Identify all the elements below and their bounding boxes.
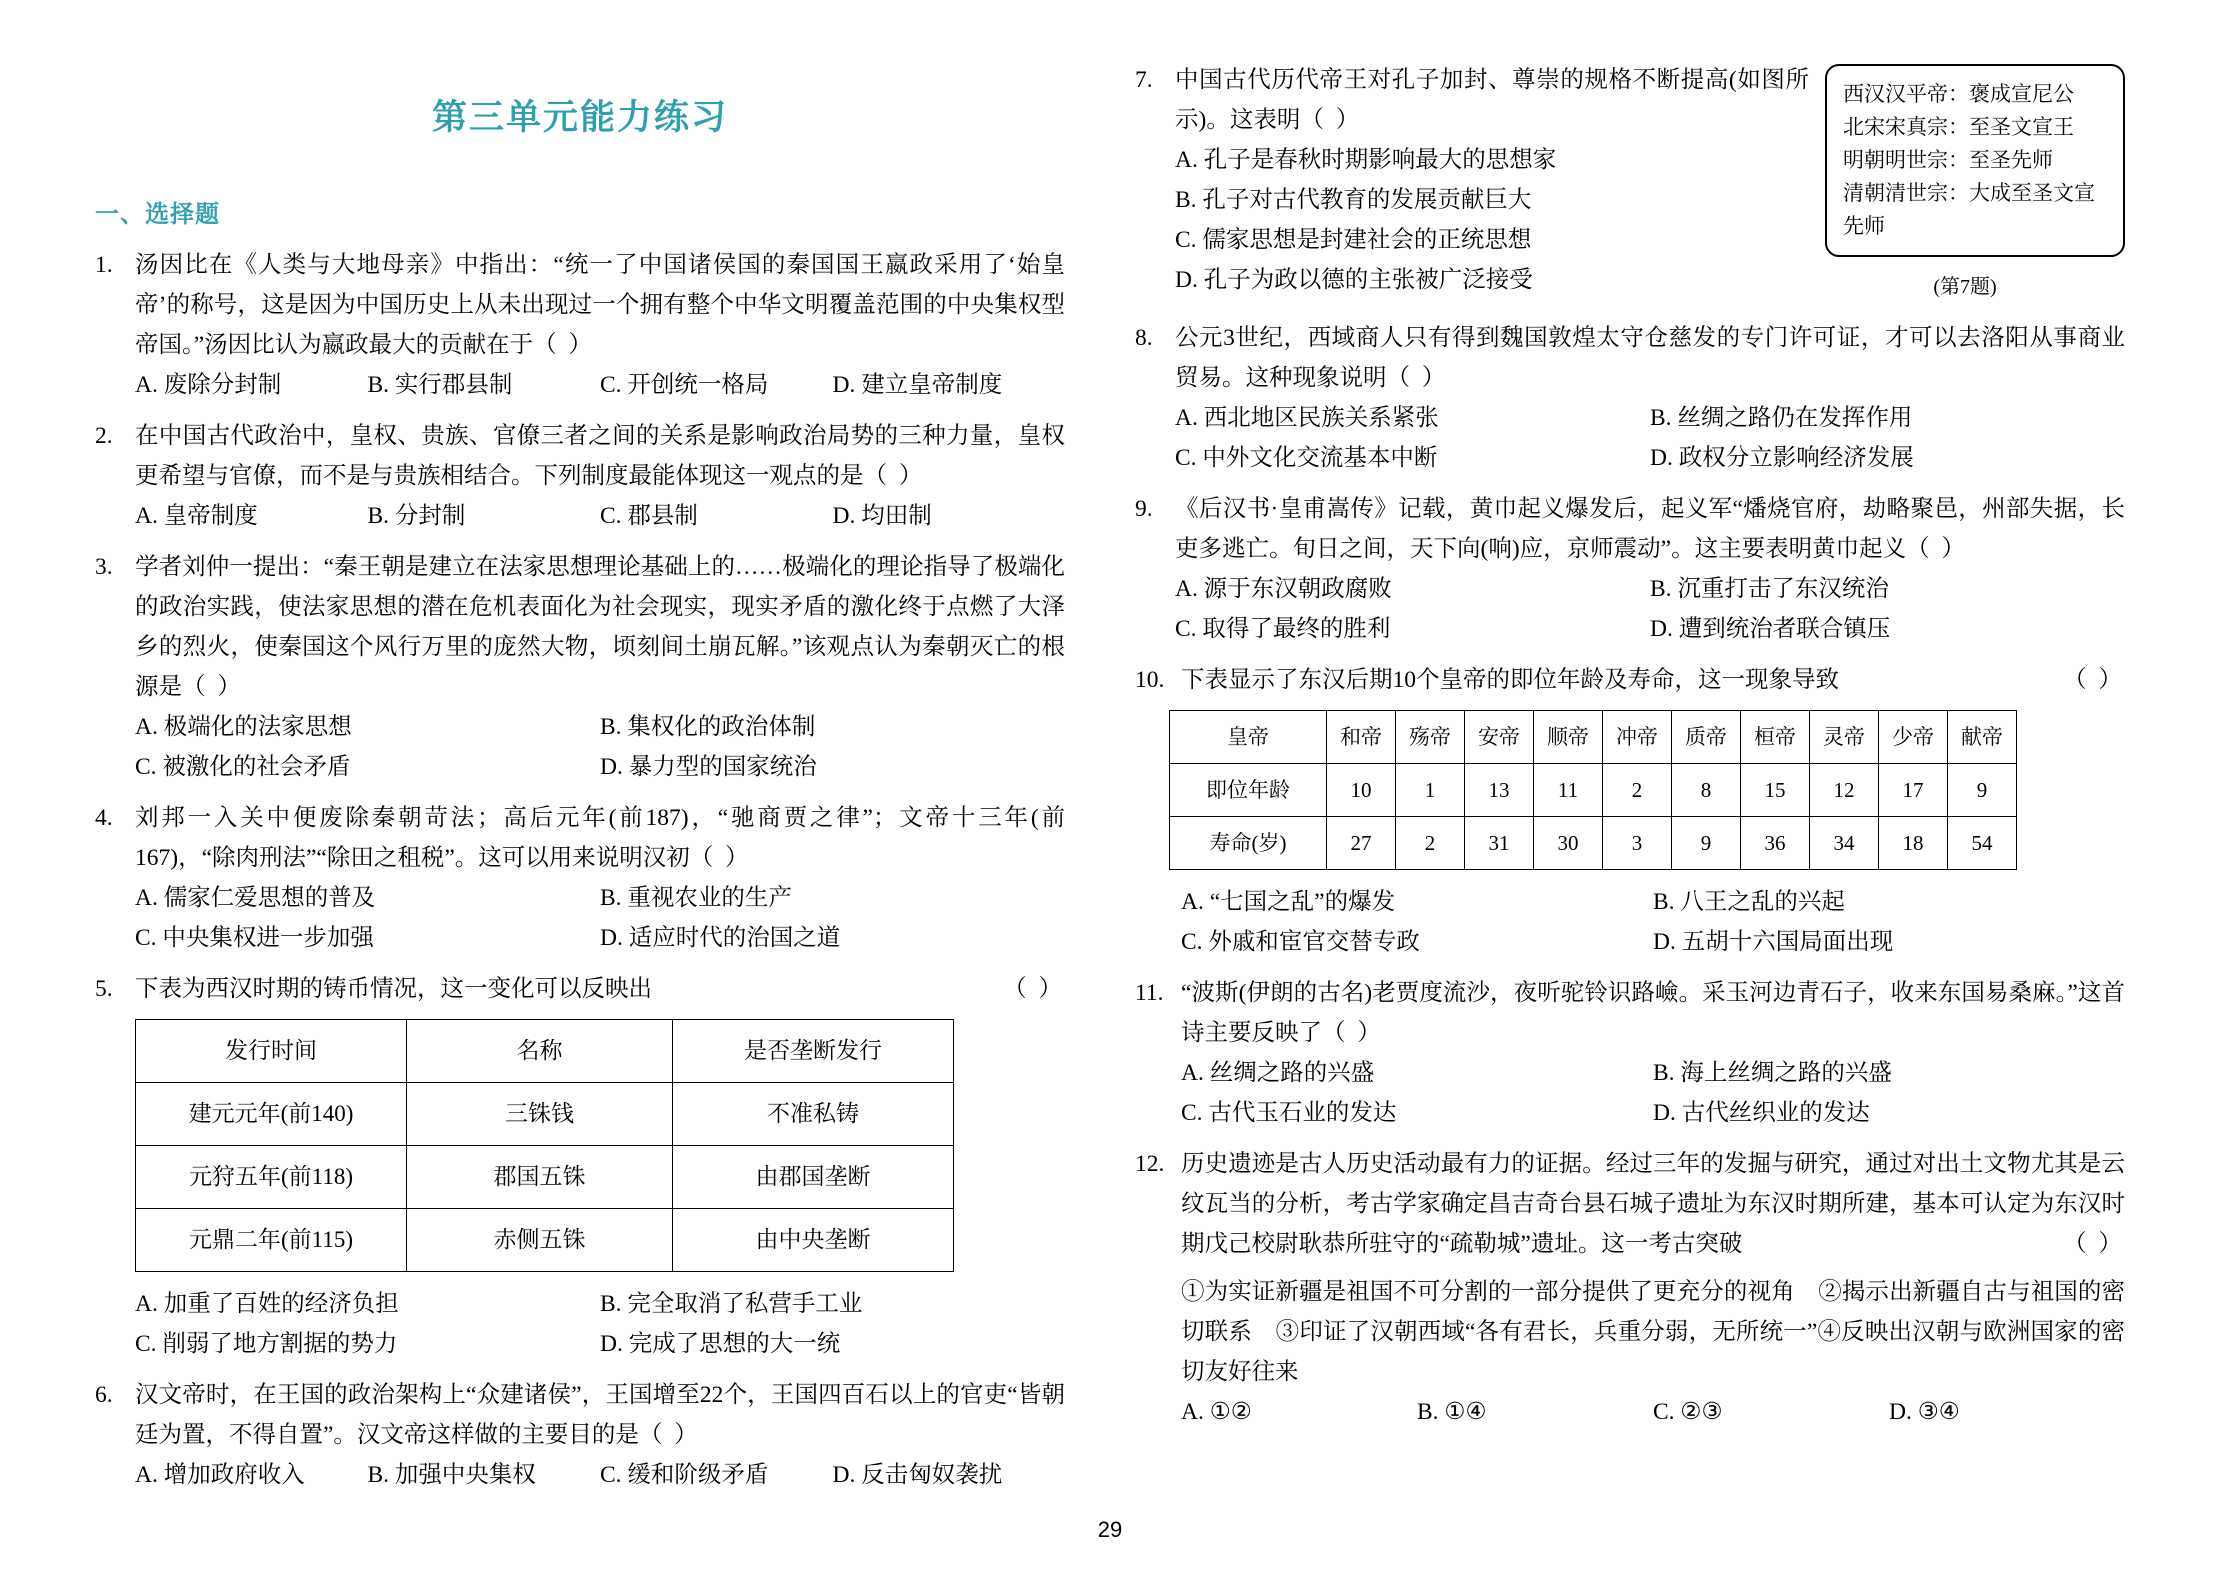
option-a[interactable]: A. ①② xyxy=(1181,1399,1252,1425)
question-text: 下表为西汉时期的铸币情况，这一变化可以反映出 （ ） xyxy=(135,969,1065,1009)
option-d[interactable]: D. 遭到统治者联合镇压 xyxy=(1650,616,1891,642)
row-label-emperor: 皇帝 xyxy=(1170,711,1327,764)
option-c[interactable]: C. 取得了最终的胜利 xyxy=(1175,616,1391,642)
answer-blank[interactable]: （ ） xyxy=(2063,667,2125,693)
option-d[interactable]: D. 均田制 xyxy=(832,503,932,529)
confucius-titles-figure xyxy=(1825,64,2125,257)
question-number: 6. xyxy=(95,1382,113,1408)
column-header-name: 名称 xyxy=(407,1020,673,1083)
option-d[interactable]: D. 古代丝织业的发达 xyxy=(1653,1100,1870,1126)
cell: 建元元年(前140) xyxy=(136,1083,407,1146)
figure-line: 明朝明世宗：至圣先师 xyxy=(1843,148,2053,172)
answer-blank[interactable]: （ ） xyxy=(1386,365,1449,391)
question-text: 刘邦一入关中便废除秦朝苛法；高后元年(前187)，“驰商贾之律”；文帝十三年(前167)，“除肉刑法”“除田之租税”。这可以用来说明汉初（ ） xyxy=(135,805,1065,871)
answer-blank[interactable]: （ ） xyxy=(2063,1231,2125,1257)
cell: 12 xyxy=(1810,764,1879,817)
option-c[interactable]: C. 郡县制 xyxy=(600,503,698,529)
question-number: 3. xyxy=(95,554,113,580)
option-c[interactable]: C. 古代玉石业的发达 xyxy=(1181,1100,1397,1126)
section-heading: 一、选择题 xyxy=(95,202,220,228)
cell: 献帝 xyxy=(1948,711,2017,764)
cell: 三铢钱 xyxy=(407,1083,673,1146)
option-c[interactable]: C. 被激化的社会矛盾 xyxy=(135,754,351,780)
cell: 36 xyxy=(1741,817,1810,870)
cell: 顺帝 xyxy=(1534,711,1603,764)
cell: 11 xyxy=(1534,764,1603,817)
option-a[interactable]: A. 西北地区民族关系紧张 xyxy=(1175,405,1439,431)
option-b[interactable]: B. 完全取消了私营手工业 xyxy=(600,1291,863,1317)
option-b[interactable]: B. 海上丝绸之路的兴盛 xyxy=(1653,1060,1892,1086)
option-a[interactable]: A. 加重了百姓的经济负担 xyxy=(135,1291,399,1317)
option-d[interactable]: D. 建立皇帝制度 xyxy=(832,372,1003,398)
cell: 30 xyxy=(1534,817,1603,870)
option-b[interactable]: B. 沉重打击了东汉统治 xyxy=(1650,576,1889,602)
cell: 9 xyxy=(1948,764,2017,817)
cell: 3 xyxy=(1603,817,1672,870)
cell: 13 xyxy=(1465,764,1534,817)
answer-blank[interactable]: （ ） xyxy=(638,1422,701,1448)
cell: 和帝 xyxy=(1327,711,1396,764)
cell: 不准私铸 xyxy=(673,1083,954,1146)
table-header-row xyxy=(136,1020,954,1083)
table-row xyxy=(136,1209,954,1272)
table-row xyxy=(136,1146,954,1209)
cell: 殇帝 xyxy=(1396,711,1465,764)
option-d[interactable]: D. 反击匈奴袭扰 xyxy=(832,1462,1003,1488)
option-a[interactable]: A. 儒家仁爱思想的普及 xyxy=(135,885,376,911)
question-2 xyxy=(95,416,1065,536)
option-a[interactable]: A. 孔子是春秋时期影响最大的思想家 xyxy=(1175,147,1557,173)
option-c[interactable]: C. 开创统一格局 xyxy=(600,372,769,398)
option-c[interactable]: C. 中央集权进一步加强 xyxy=(135,925,374,951)
question-number: 7. xyxy=(1135,67,1153,93)
question-7 xyxy=(1135,60,2125,307)
cell: 冲帝 xyxy=(1603,711,1672,764)
option-c[interactable]: C. 中外文化交流基本中断 xyxy=(1175,445,1438,471)
answer-blank[interactable]: （ ） xyxy=(1322,1020,1384,1046)
option-d[interactable]: D. 暴力型的国家统治 xyxy=(600,754,817,780)
cell: 34 xyxy=(1810,817,1879,870)
question-number: 11. xyxy=(1135,980,1164,1006)
question-text: 汤因比在《人类与大地母亲》中指出：“统一了中国诸侯国的秦国国王嬴政采用了‘始皇帝’的称号，这是因为中国历史上从未出现过一个拥有整个中华文明覆盖范围的中央集权型帝国。”汤因比认为嬴政最大的贡献在于（ ） xyxy=(135,252,1065,358)
cell: 18 xyxy=(1879,817,1948,870)
row-label-lifespan: 寿命(岁) xyxy=(1170,817,1327,870)
option-a[interactable]: A. “七国之乱”的爆发 xyxy=(1181,889,1396,915)
figure-caption: (第7题) xyxy=(1933,276,1997,298)
cell: 10 xyxy=(1327,764,1396,817)
answer-blank[interactable]: （ ） xyxy=(182,674,244,700)
question-number: 4. xyxy=(95,805,113,831)
question-6 xyxy=(95,1375,1065,1495)
question-11 xyxy=(1135,973,2125,1133)
answer-blank[interactable]: （ ） xyxy=(689,845,752,871)
question-9 xyxy=(1135,489,2125,649)
question-text: “波斯(伊朗的古名)老贾度流沙，夜听驼铃识路嶮。采玉河边青石子，收来东国易桑麻。”这首诗主要反映了（ ） xyxy=(1181,980,2125,1046)
right-column xyxy=(1105,60,2125,1490)
cell: 灵帝 xyxy=(1810,711,1879,764)
answer-blank[interactable]: （ ） xyxy=(533,332,596,358)
option-c[interactable]: C. 缓和阶级矛盾 xyxy=(600,1462,769,1488)
cell: 8 xyxy=(1672,764,1741,817)
question-1 xyxy=(95,245,1065,405)
column-header-monopoly: 是否垄断发行 xyxy=(673,1020,954,1083)
cell: 2 xyxy=(1396,817,1465,870)
option-d[interactable]: D. 适应时代的治国之道 xyxy=(600,925,841,951)
cell: 由郡国垄断 xyxy=(673,1146,954,1209)
cell: 赤侧五铢 xyxy=(407,1209,673,1272)
cell: 郡国五铢 xyxy=(407,1146,673,1209)
table-row xyxy=(136,1083,954,1146)
page-number: 29 xyxy=(1097,1517,1123,1542)
emperor-age-table xyxy=(1169,710,2017,870)
question-8 xyxy=(1135,318,2125,478)
question-number: 12. xyxy=(1135,1151,1165,1177)
answer-blank[interactable]: （ ） xyxy=(863,463,926,489)
cell: 安帝 xyxy=(1465,711,1534,764)
question-12 xyxy=(1135,1144,2125,1432)
question-4 xyxy=(95,798,1065,958)
question-5 xyxy=(95,969,1065,1364)
cell: 31 xyxy=(1465,817,1534,870)
cell: 15 xyxy=(1741,764,1810,817)
option-a[interactable]: A. 极端化的法家思想 xyxy=(135,714,352,740)
option-d[interactable]: D. 五胡十六国局面出现 xyxy=(1653,929,1894,955)
cell: 54 xyxy=(1948,817,2017,870)
question-text: 在中国古代政治中，皇权、贵族、官僚三者之间的关系是影响政治局势的三种力量，皇权更希望与官僚，而不是与贵族相结合。下列制度最能体现这一观点的是（ ） xyxy=(135,423,1065,489)
question-10 xyxy=(1135,660,2125,962)
option-b[interactable]: B. 孔子对古代教育的发展贡献巨大 xyxy=(1175,187,1532,213)
option-a[interactable]: A. 源于东汉朝政腐败 xyxy=(1175,576,1392,602)
question-text: 《后汉书·皇甫嵩传》记载，黄巾起义爆发后，起义军“燔烧官府，劫略聚邑，州部失据，长吏多逃亡。旬日之间，天下向(响)应，京师震动”。这主要表明黄巾起义（ ） xyxy=(1175,496,2125,562)
question-text: 学者刘仲一提出：“秦王朝是建立在法家思想理论基础上的……极端化的理论指导了极端化的政治实践，使法家思想的潜在危机表面化为社会现实，现实矛盾的激化终于点燃了大泽乡的烈火，使秦国这个风行万里的庞然大物，顷刻间土崩瓦解。”该观点认为秦朝灭亡的根源是（ ） xyxy=(135,554,1065,700)
answer-blank[interactable]: （ ） xyxy=(1906,536,1968,562)
coin-issue-table xyxy=(135,1019,954,1272)
cell: 元鼎二年(前115) xyxy=(136,1209,407,1272)
cell: 质帝 xyxy=(1672,711,1741,764)
table-row xyxy=(1170,817,2017,870)
cell: 由中央垄断 xyxy=(673,1209,954,1272)
answer-blank[interactable]: （ ） xyxy=(1300,107,1363,133)
question-number: 10. xyxy=(1135,667,1165,693)
left-column xyxy=(95,60,1105,1490)
option-a[interactable]: A. 丝绸之路的兴盛 xyxy=(1181,1060,1375,1086)
question-text: 历史遗迹是古人历史活动最有力的证据。经过三年的发掘与研究，通过对出土文物尤其是云纹瓦当的分析，考古学家确定昌吉奇台县石城子遗址为东汉时期所建，基本可认定为东汉时期戊己校尉耿恭所驻守的“疏勒城”遗址。这一考古突破 （ ） xyxy=(1181,1144,2125,1264)
question-sub-items: ①为实证新疆是祖国不可分割的一部分提供了更充分的视角 ②揭示出新疆自古与祖国的密切联系 ③印证了汉朝西域“各有君长，兵重分弱，无所统一”④反映出汉朝与欧洲国家的密切友好往来 xyxy=(1181,1279,2125,1385)
cell: 27 xyxy=(1327,817,1396,870)
cell: 9 xyxy=(1672,817,1741,870)
option-b[interactable]: B. 重视农业的生产 xyxy=(600,885,792,911)
cell: 桓帝 xyxy=(1741,711,1810,764)
row-label-age: 即位年龄 xyxy=(1170,764,1327,817)
figure-line: 西汉汉平帝：褒成宣尼公 xyxy=(1843,82,2074,106)
page-title: 第三单元能力练习 xyxy=(431,98,728,137)
table-row xyxy=(1170,711,2017,764)
option-d[interactable]: D. ③④ xyxy=(1889,1399,1960,1425)
option-c[interactable]: C. 儒家思想是封建社会的正统思想 xyxy=(1175,227,1532,253)
question-3 xyxy=(95,547,1065,787)
option-a[interactable]: A. 皇帝制度 xyxy=(135,503,258,529)
cell: 17 xyxy=(1879,764,1948,817)
question-text: 中国古代历代帝王对孔子加封、尊崇的规格不断提高(如图所示)。这表明（ ） xyxy=(1175,67,1809,133)
option-b[interactable]: B. 丝绸之路仍在发挥作用 xyxy=(1650,405,1913,431)
option-d[interactable]: D. 孔子为政以德的主张被广泛接受 xyxy=(1175,267,1533,293)
question-number: 2. xyxy=(95,423,113,449)
option-d[interactable]: D. 完成了思想的大一统 xyxy=(600,1331,841,1357)
question-text: 汉文帝时，在王国的政治架构上“众建诸侯”，王国增至22个，王国四百石以上的官吏“皆朝廷为置，不得自置”。汉文帝这样做的主要目的是（ ） xyxy=(135,1382,1065,1448)
option-a[interactable]: A. 废除分封制 xyxy=(135,372,282,398)
cell: 2 xyxy=(1603,764,1672,817)
option-b[interactable]: B. 集权化的政治体制 xyxy=(600,714,816,740)
cell: 少帝 xyxy=(1879,711,1948,764)
column-header-issue-time: 发行时间 xyxy=(136,1020,407,1083)
question-text: 公元3世纪，西域商人只有得到魏国敦煌太守仓慈发的专门许可证，才可以去洛阳从事商业贸易。这种现象说明（ ） xyxy=(1175,325,2125,391)
option-c[interactable]: C. ②③ xyxy=(1653,1399,1723,1425)
option-b[interactable]: B. 八王之乱的兴起 xyxy=(1653,889,1845,915)
option-b[interactable]: B. ①④ xyxy=(1417,1399,1487,1425)
figure-line: 清朝清世宗：大成至圣文宣先师 xyxy=(1843,181,2095,238)
figure-line: 北宋宋真宗：至圣文宣王 xyxy=(1843,115,2074,139)
question-text: 下表显示了东汉后期10个皇帝的即位年龄及寿命，这一现象导致 （ ） xyxy=(1181,660,2125,700)
question-number: 5. xyxy=(95,976,113,1002)
question-number: 8. xyxy=(1135,325,1153,351)
option-b[interactable]: B. 实行郡县制 xyxy=(367,372,513,398)
answer-blank[interactable]: （ ） xyxy=(1003,976,1065,1002)
option-a[interactable]: A. 增加政府收入 xyxy=(135,1462,305,1488)
option-b[interactable]: B. 加强中央集权 xyxy=(367,1462,536,1488)
option-c[interactable]: C. 削弱了地方割据的势力 xyxy=(135,1331,398,1357)
option-d[interactable]: D. 政权分立影响经济发展 xyxy=(1650,445,1914,471)
cell: 元狩五年(前118) xyxy=(136,1146,407,1209)
table-row xyxy=(1170,764,2017,817)
option-b[interactable]: B. 分封制 xyxy=(367,503,466,529)
question-number: 9. xyxy=(1135,496,1153,522)
cell: 1 xyxy=(1396,764,1465,817)
question-number: 1. xyxy=(95,252,113,278)
option-c[interactable]: C. 外戚和宦官交替专政 xyxy=(1181,929,1420,955)
